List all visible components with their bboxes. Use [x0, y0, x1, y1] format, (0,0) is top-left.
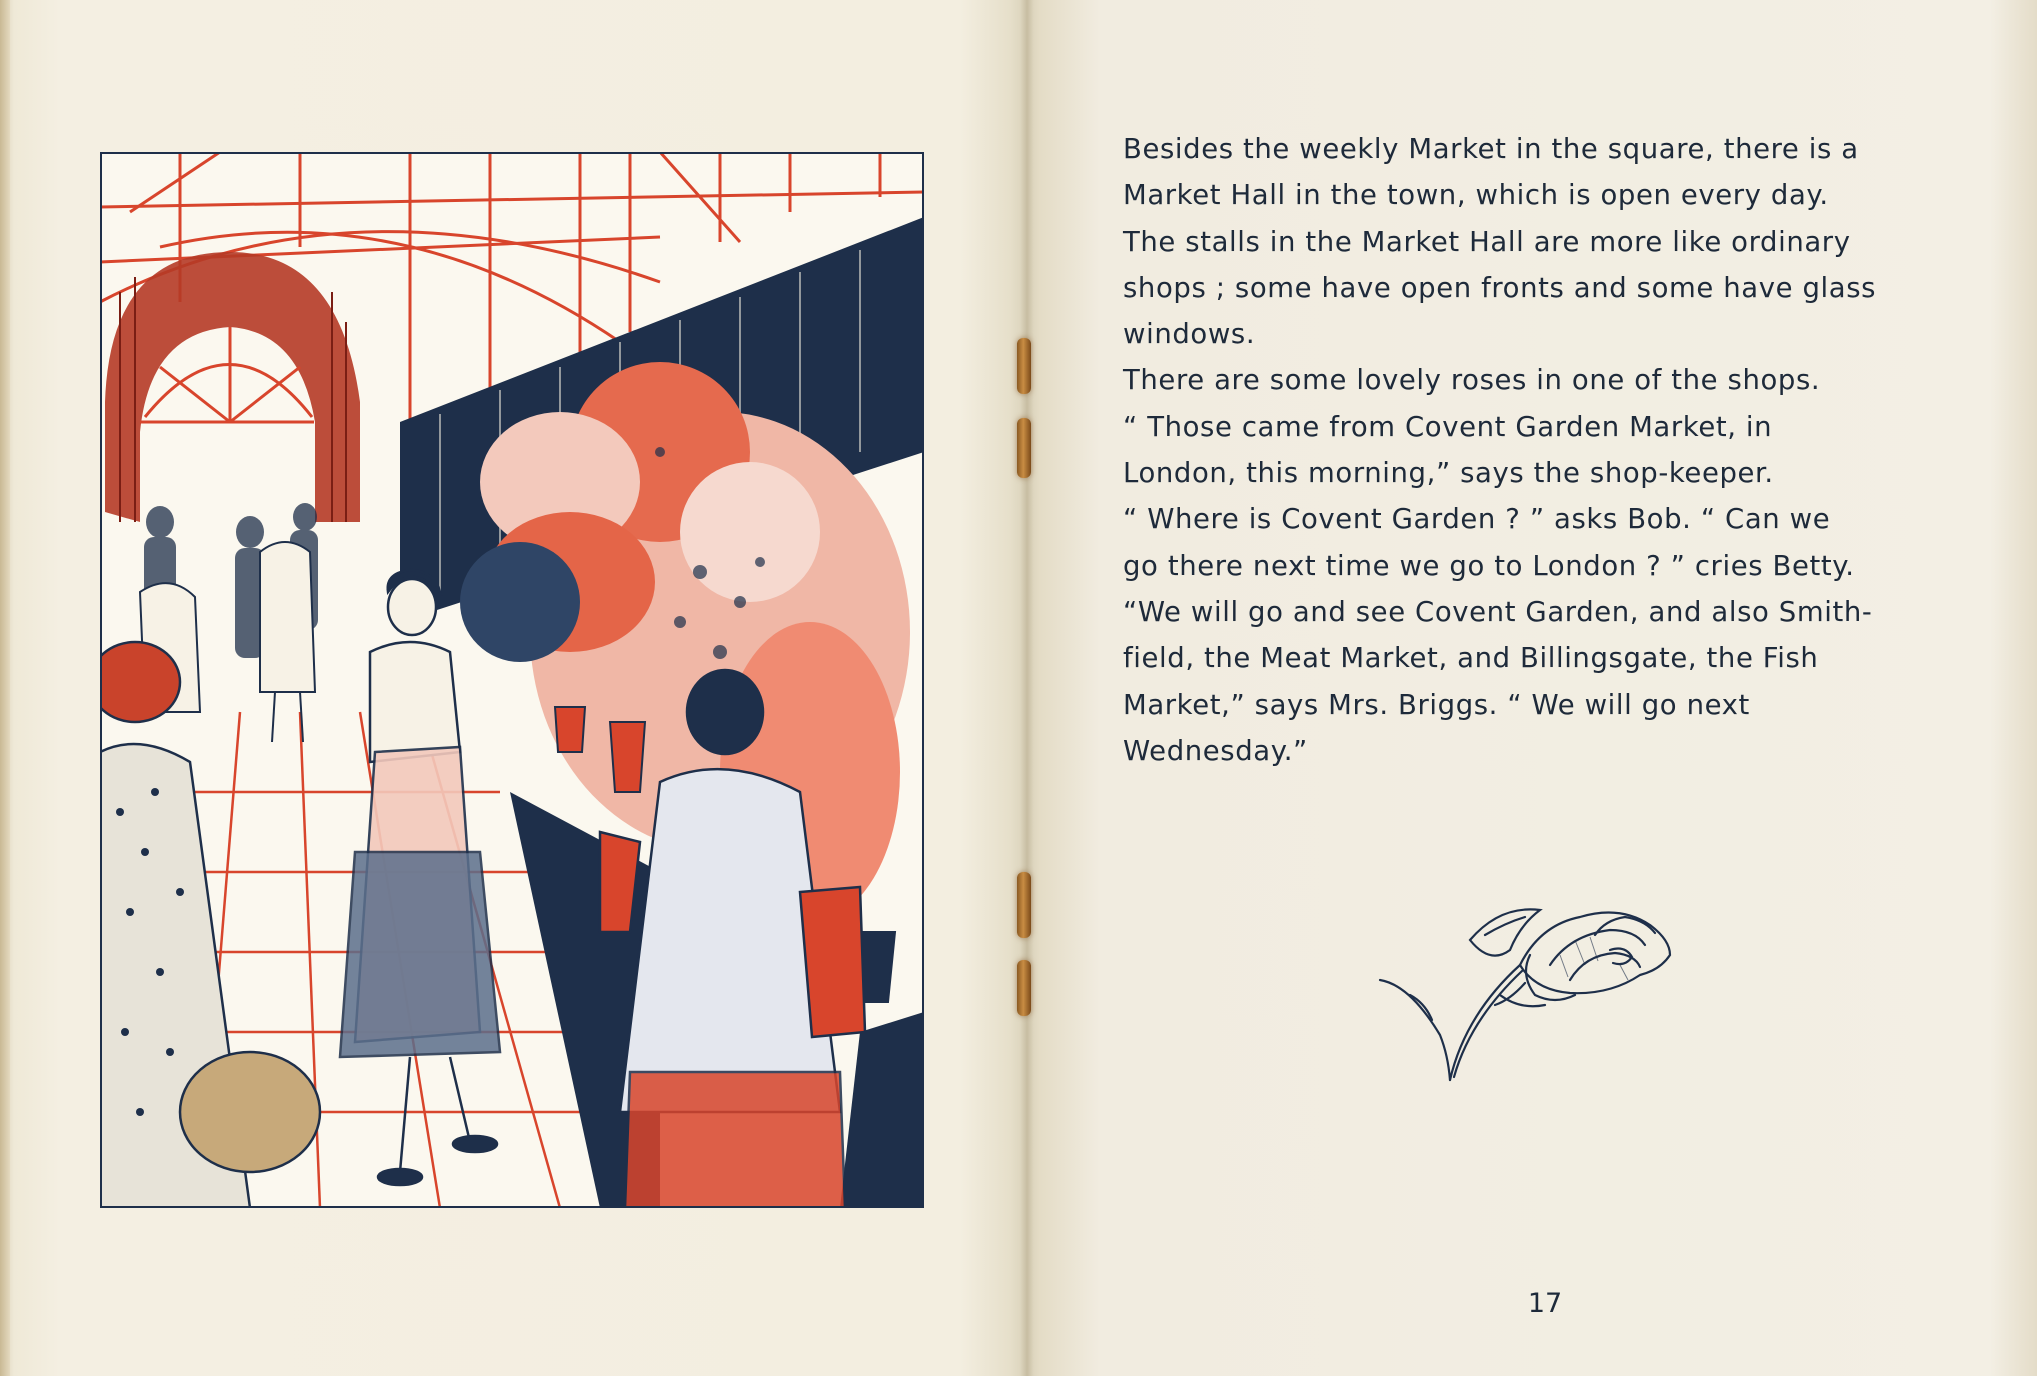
text-line: Wednesday.”	[1123, 734, 1308, 767]
text-line: Market Hall in the town, which is open every day.	[1123, 179, 1829, 212]
rose-icon	[1370, 895, 1710, 1095]
text-line: Besides the weekly Market in the square, there is a	[1123, 133, 1859, 165]
staple-icon	[1017, 872, 1031, 938]
text-line: “ Where is Covent Garden ? ” asks Bob. “ Can we	[1123, 503, 1831, 536]
text-line: go there next time we go to London ? ” cries Betty.	[1123, 549, 1855, 582]
book-gutter	[1020, 0, 1034, 1376]
text-line: field, the Meat Market, and Billingsgate, the Fish	[1123, 642, 1819, 675]
page-number: 17	[1527, 1288, 1563, 1319]
text-line: windows.	[1123, 318, 1256, 351]
text-line: shops ; some have open fronts and some have glass	[1123, 271, 1877, 304]
text-line: “ Those came from Covent Garden Market, in	[1123, 410, 1773, 443]
text-line: London, this morning,” says the shop-keeper.	[1123, 457, 1774, 490]
staple-icon	[1017, 960, 1031, 1016]
market-hall-flower-stall-illustration	[100, 152, 924, 1208]
page-edge	[0, 0, 10, 1376]
text-line: The stalls in the Market Hall are more like ordinary	[1123, 225, 1851, 258]
text-line: “We will go and see Covent Garden, and also Smith-	[1123, 595, 1873, 628]
text-line: Market,” says Mrs. Briggs. “ We will go next	[1123, 688, 1750, 721]
story-text	[1123, 126, 1943, 774]
text-line: There are some lovely roses in one of the shops.	[1123, 364, 1821, 397]
staple-icon	[1017, 338, 1031, 394]
staple-icon	[1017, 418, 1031, 478]
